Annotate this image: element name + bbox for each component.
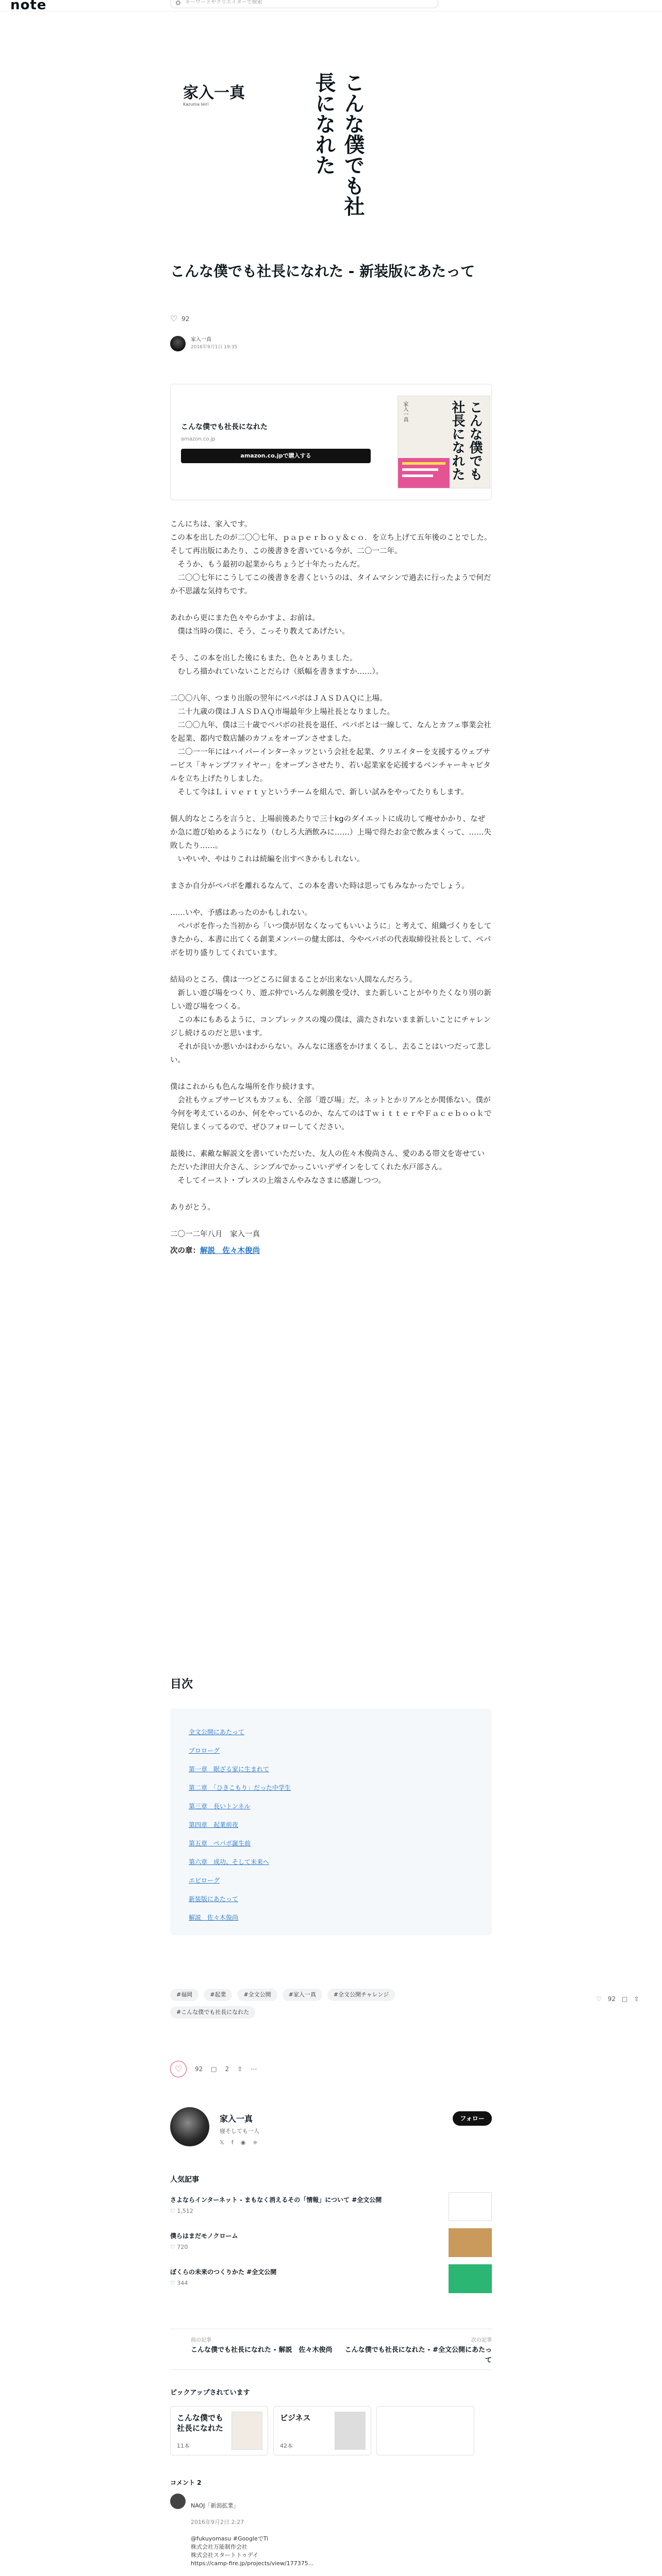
note-logo[interactable]: note (10, 0, 47, 11)
toc-link[interactable]: 第五章 ペパボ誕生前 (189, 1840, 251, 1847)
pick-card[interactable] (273, 2406, 371, 2455)
avatar[interactable] (170, 2494, 186, 2509)
book-band (398, 458, 450, 488)
comment-item (170, 2494, 492, 2567)
hashtag[interactable]: #福岡 (170, 1989, 198, 2001)
pick-title: ビジネス (280, 2413, 311, 2422)
book-cover-thumbnail (398, 396, 490, 488)
body-paragraph: あれから更にまた色々やらかすよ、お前は。 僕は当時の僕に、そう、こっそり教えてあげたい。 (170, 614, 350, 636)
article-actions (170, 2060, 492, 2078)
popular-thumbnail[interactable] (449, 2192, 492, 2221)
search-placeholder: キーワードやクリエイターで検索 (185, 0, 262, 5)
body-paragraph: 個人的なところを言うと、上場前後あたりで三十kgのダイエットに成功して痩せかかり、なぜか急に遊び始めるようになり（むしろ大酒飲みに……）上場で得たお金で飲みまくって、……失敗したり……。 いやいや、やはりこれは続編を出すべきかもしれない。 (170, 815, 491, 863)
hashtag-list (170, 1989, 449, 2019)
pick-title: こんな僕でも社長になれた (177, 2413, 224, 2433)
toc-link[interactable]: 第一章 眠ざる家に生まれて (189, 1766, 270, 1773)
body-paragraph: まさか自分がペパボを離れるなんて、この本を書いた時は思ってもみなかったでしょう。 (170, 882, 469, 890)
facebook-icon[interactable]: f (231, 2139, 234, 2146)
pick-count: 42本 (280, 2443, 293, 2449)
body-paragraph: 僕はこれからも色んな場所を作り続けます。 会社もウェブサービスもカフェも、全部「遊び場」だ。ネットとかリアルとか関係ない。僕が今何を考えているのか、何をやっているのか、なんてのはＴｗｉｔｔｅｒやＦａｃｅｂｏｏｋで発信しまくってるので、ぜひフォローしてください。 (170, 1083, 492, 1131)
popular-likes: ♡ 720 (170, 2244, 188, 2250)
floating-actions (596, 1994, 653, 2004)
heart-icon[interactable]: ♡ (596, 1995, 602, 2003)
comment-text: @fukuyomasu #GoogleでTi 株式会社万能制作会社 株式会社スタートトゥデイ https://camp-fire.jp/projects/view/177375... (191, 2535, 314, 2567)
like-button[interactable]: ♡ (170, 2061, 187, 2077)
toc-link[interactable]: エピローグ (189, 1877, 220, 1884)
body-paragraph: こんにちは、家入です。 この本を出したのが二〇〇七年、ｐａｐｅｒｂｏｙ＆ｃｏ．を立ち上げて五年後のことでした。そして再出版にあたり、この後書きを書いている今が、二〇一二年。 そうか、もう最初の起業からちょうど十年たったんだ。 二〇〇七年にこうしてこの後書きを書くというのは、タイムマシンで過去に行ったようで何だか不思議な気持ちです。 (170, 520, 492, 596)
profile-desc: 寝そしても一人 (220, 2128, 259, 2134)
article-cover-image (170, 52, 492, 242)
popular-list (170, 2192, 492, 2300)
next-title[interactable]: こんな僕でも社長になれた - #全文公開にあたって (344, 2346, 492, 2364)
picks-list (170, 2406, 492, 2455)
prev-label: 前の記事 (191, 2337, 211, 2343)
avatar[interactable] (170, 336, 186, 351)
list-item[interactable] (170, 2264, 492, 2295)
cover-author: 家入一真 (183, 84, 245, 102)
search-input[interactable] (170, 0, 438, 8)
amazon-embed-card[interactable] (170, 384, 492, 500)
publish-date: 2016年9月1日 19:35 (191, 345, 238, 350)
next-chapter-prefix: 次の章： (170, 1247, 200, 1255)
popular-likes: ♡ 344 (170, 2280, 188, 2286)
article-title: こんな僕でも社長になれた - 新装版にあたって (170, 263, 475, 280)
profile-name[interactable]: 家入一真 (220, 2114, 253, 2124)
toc-link[interactable]: 全文公開にあたって (189, 1728, 245, 1736)
body-signature: 二〇一二年八月 家入一真 (170, 1230, 260, 1239)
hashtag[interactable]: #家入一真 (283, 1989, 322, 2001)
top-bar (0, 0, 662, 11)
toc-link[interactable]: 解説 佐々木俊尚 (189, 1914, 239, 1921)
toc-heading: 目次 (170, 1678, 193, 1691)
share-icon[interactable]: ⇧ (634, 1995, 639, 2003)
hashtag[interactable]: #全文公開チャレンジ (327, 1989, 395, 2001)
next-chapter-link[interactable]: 解説 佐々木俊尚 (200, 1247, 260, 1255)
prev-article-link[interactable] (191, 2335, 340, 2355)
list-item[interactable] (170, 2228, 492, 2259)
popular-thumbnail[interactable] (449, 2228, 492, 2257)
body-paragraph: 最後に、素敵な解説文を書いていただいた、友人の佐々木俊尚さん、愛のある帯文を寄せていただいた津田大介さん、シンプルでかっこいいデザインをしてくれた水戸部さん。 そしてイースト・プレスの上端さんやみなさまに感謝しつつ。 (170, 1150, 485, 1185)
rss-icon[interactable]: ≑ (253, 2139, 258, 2146)
toc-link[interactable]: 第三章 長いトンネル (189, 1803, 251, 1810)
popular-heading: 人気記事 (170, 2176, 199, 2184)
popular-title[interactable]: さよならインターネット - まもなく消えるその「情報」について #全文公開 (170, 2196, 382, 2204)
cover-author-sub: Kazuma Ieiri (183, 102, 209, 107)
like-count: 92 (195, 2065, 203, 2073)
toc-link[interactable]: 第六章 成功、そして未来へ (189, 1858, 270, 1866)
comment-icon[interactable]: □ (211, 2065, 217, 2073)
toc-link[interactable]: 第二章 「ひきこもり」だった中学生 (189, 1784, 291, 1791)
twitter-icon[interactable]: 𝕏 (220, 2139, 224, 2146)
pick-cover (231, 2412, 262, 2450)
next-article-link[interactable] (342, 2335, 492, 2366)
hashtag[interactable]: #起業 (204, 1989, 232, 2001)
toc-link[interactable]: 新装版にあたって (189, 1895, 239, 1903)
body-paragraph: ありがとう。 (170, 1204, 215, 1212)
body-paragraph: そう、この本を出した後にもまた、色々とありました。 むしろ描かれていないことだらけ（紙幅を書きますか……）。 (170, 654, 384, 676)
popular-thumbnail[interactable] (449, 2264, 492, 2293)
comment-count: 2 (225, 2065, 229, 2073)
body-paragraph: 結局のところ、僕は一つどころに留まることが出来ない人間なんだろう。 新しい遊び場をつくり、遊ぶ仲でいろんな刺激を受け、また新しいことがやりたくなり別の新しい遊び場をつくる。 この本にもあるように、コンプレックスの塊の僕は、満たされないまま新しいことにチャレンジし続けるのだと思います。 それが良いか悪いかはわからない。みんなに迷惑をかけまくるし、去ることはいつだって悲しい。 (170, 976, 492, 1064)
author-profile (170, 2107, 492, 2157)
article-likes-count: 92 (181, 315, 190, 323)
popular-title[interactable]: 僕らはまだモノクローム (170, 2232, 238, 2240)
pick-cover (335, 2412, 366, 2450)
hashtag[interactable]: #全文公開 (237, 1989, 277, 2001)
article-body (170, 518, 492, 1258)
toc-link[interactable]: プロローグ (189, 1747, 220, 1754)
hashtag[interactable]: #こんな僕でも社長になれた (170, 2006, 255, 2019)
amazon-buy-button[interactable]: amazon.co.jpで購入する (181, 449, 371, 463)
next-label: 次の記事 (471, 2337, 492, 2343)
popular-likes: ♡ 1,512 (170, 2208, 193, 2214)
pick-card[interactable] (170, 2406, 268, 2455)
floating-likes-count: 92 (607, 1995, 616, 2003)
author-row[interactable] (170, 335, 492, 352)
body-paragraph: 二〇〇八年、つまり出版の翌年にペパボはＪＡＳＤＡＱに上場。 二十九歳の僕はＪＡＳＤＡＱ市場最年少上場社長となりました。 二〇〇九年、僕は三十歳でペパボの社長を退任、ペパボとは一線して、なんとカフェ事業会社を起業、都内で数店舗のカフェをオープンさせました。 二〇一一年にはハイパーインターネッツという会社を起業、クリエイターを支援するウェブサービス「キャンプファイヤー」をオープンさせたり、若い起業家を応援するベンチャーキャピタルを立ち上げたりしました。 そして今はＬｉｖｅｒｔｙというチームを組んで、新しい試みをやってたりもします。 (170, 694, 491, 796)
instagram-icon[interactable]: ◉ (240, 2139, 246, 2146)
comments-heading: コメント 2 (170, 2479, 202, 2486)
next-chapter-line (170, 1244, 492, 1258)
cover-title: こんな僕でも社長になれた (312, 72, 365, 216)
thumb-author: 家入一真 (402, 401, 408, 422)
embed-title: こんな僕でも社長になれた (181, 423, 268, 431)
pick-card[interactable] (376, 2406, 474, 2455)
comment-date: 2016年9月2日 2:27 (191, 2519, 244, 2526)
popular-title[interactable]: ぼくらの未来のつくりかた #全文公開 (170, 2268, 277, 2276)
body-paragraph: ……いや、予感はあったのかもしれない。 ペパボを作った当初から「いつ僕が居なくなってもいいように」と考えて、組織づくりをしてきたから、本書に出てくる創業メンバーの健太郎は、今やペパボの代表取締役社長として、ペパボを切り盛りしてくれています。 (170, 909, 492, 957)
avatar[interactable] (170, 2107, 209, 2146)
pick-count: 11本 (177, 2443, 190, 2449)
more-icon[interactable]: ⋯ (251, 2065, 257, 2073)
toc-link[interactable]: 第四章 起業前夜 (189, 1821, 239, 1828)
comment-author[interactable]: NAOJ「新潟拡業」 (191, 2502, 239, 2509)
follow-button[interactable]: フォロー (453, 2111, 492, 2126)
share-icon[interactable]: ⇧ (237, 2065, 243, 2073)
author-name[interactable]: 家入一真 (191, 337, 211, 343)
prev-title[interactable]: こんな僕でも社長になれた - 解説 佐々木俊尚 (191, 2346, 333, 2354)
picks-heading: ピックアップされています (170, 2389, 250, 2397)
thumb-title: こんな僕でも社長になれた (450, 400, 483, 481)
table-of-contents (170, 1708, 492, 1935)
comment-icon[interactable]: □ (622, 1995, 628, 2003)
article-likes[interactable] (170, 315, 492, 323)
prev-next-nav (170, 2329, 492, 2370)
heart-icon (170, 315, 178, 323)
embed-domain: amazon.co.jp (181, 436, 216, 442)
search-icon (176, 1, 180, 5)
list-item[interactable] (170, 2192, 492, 2223)
